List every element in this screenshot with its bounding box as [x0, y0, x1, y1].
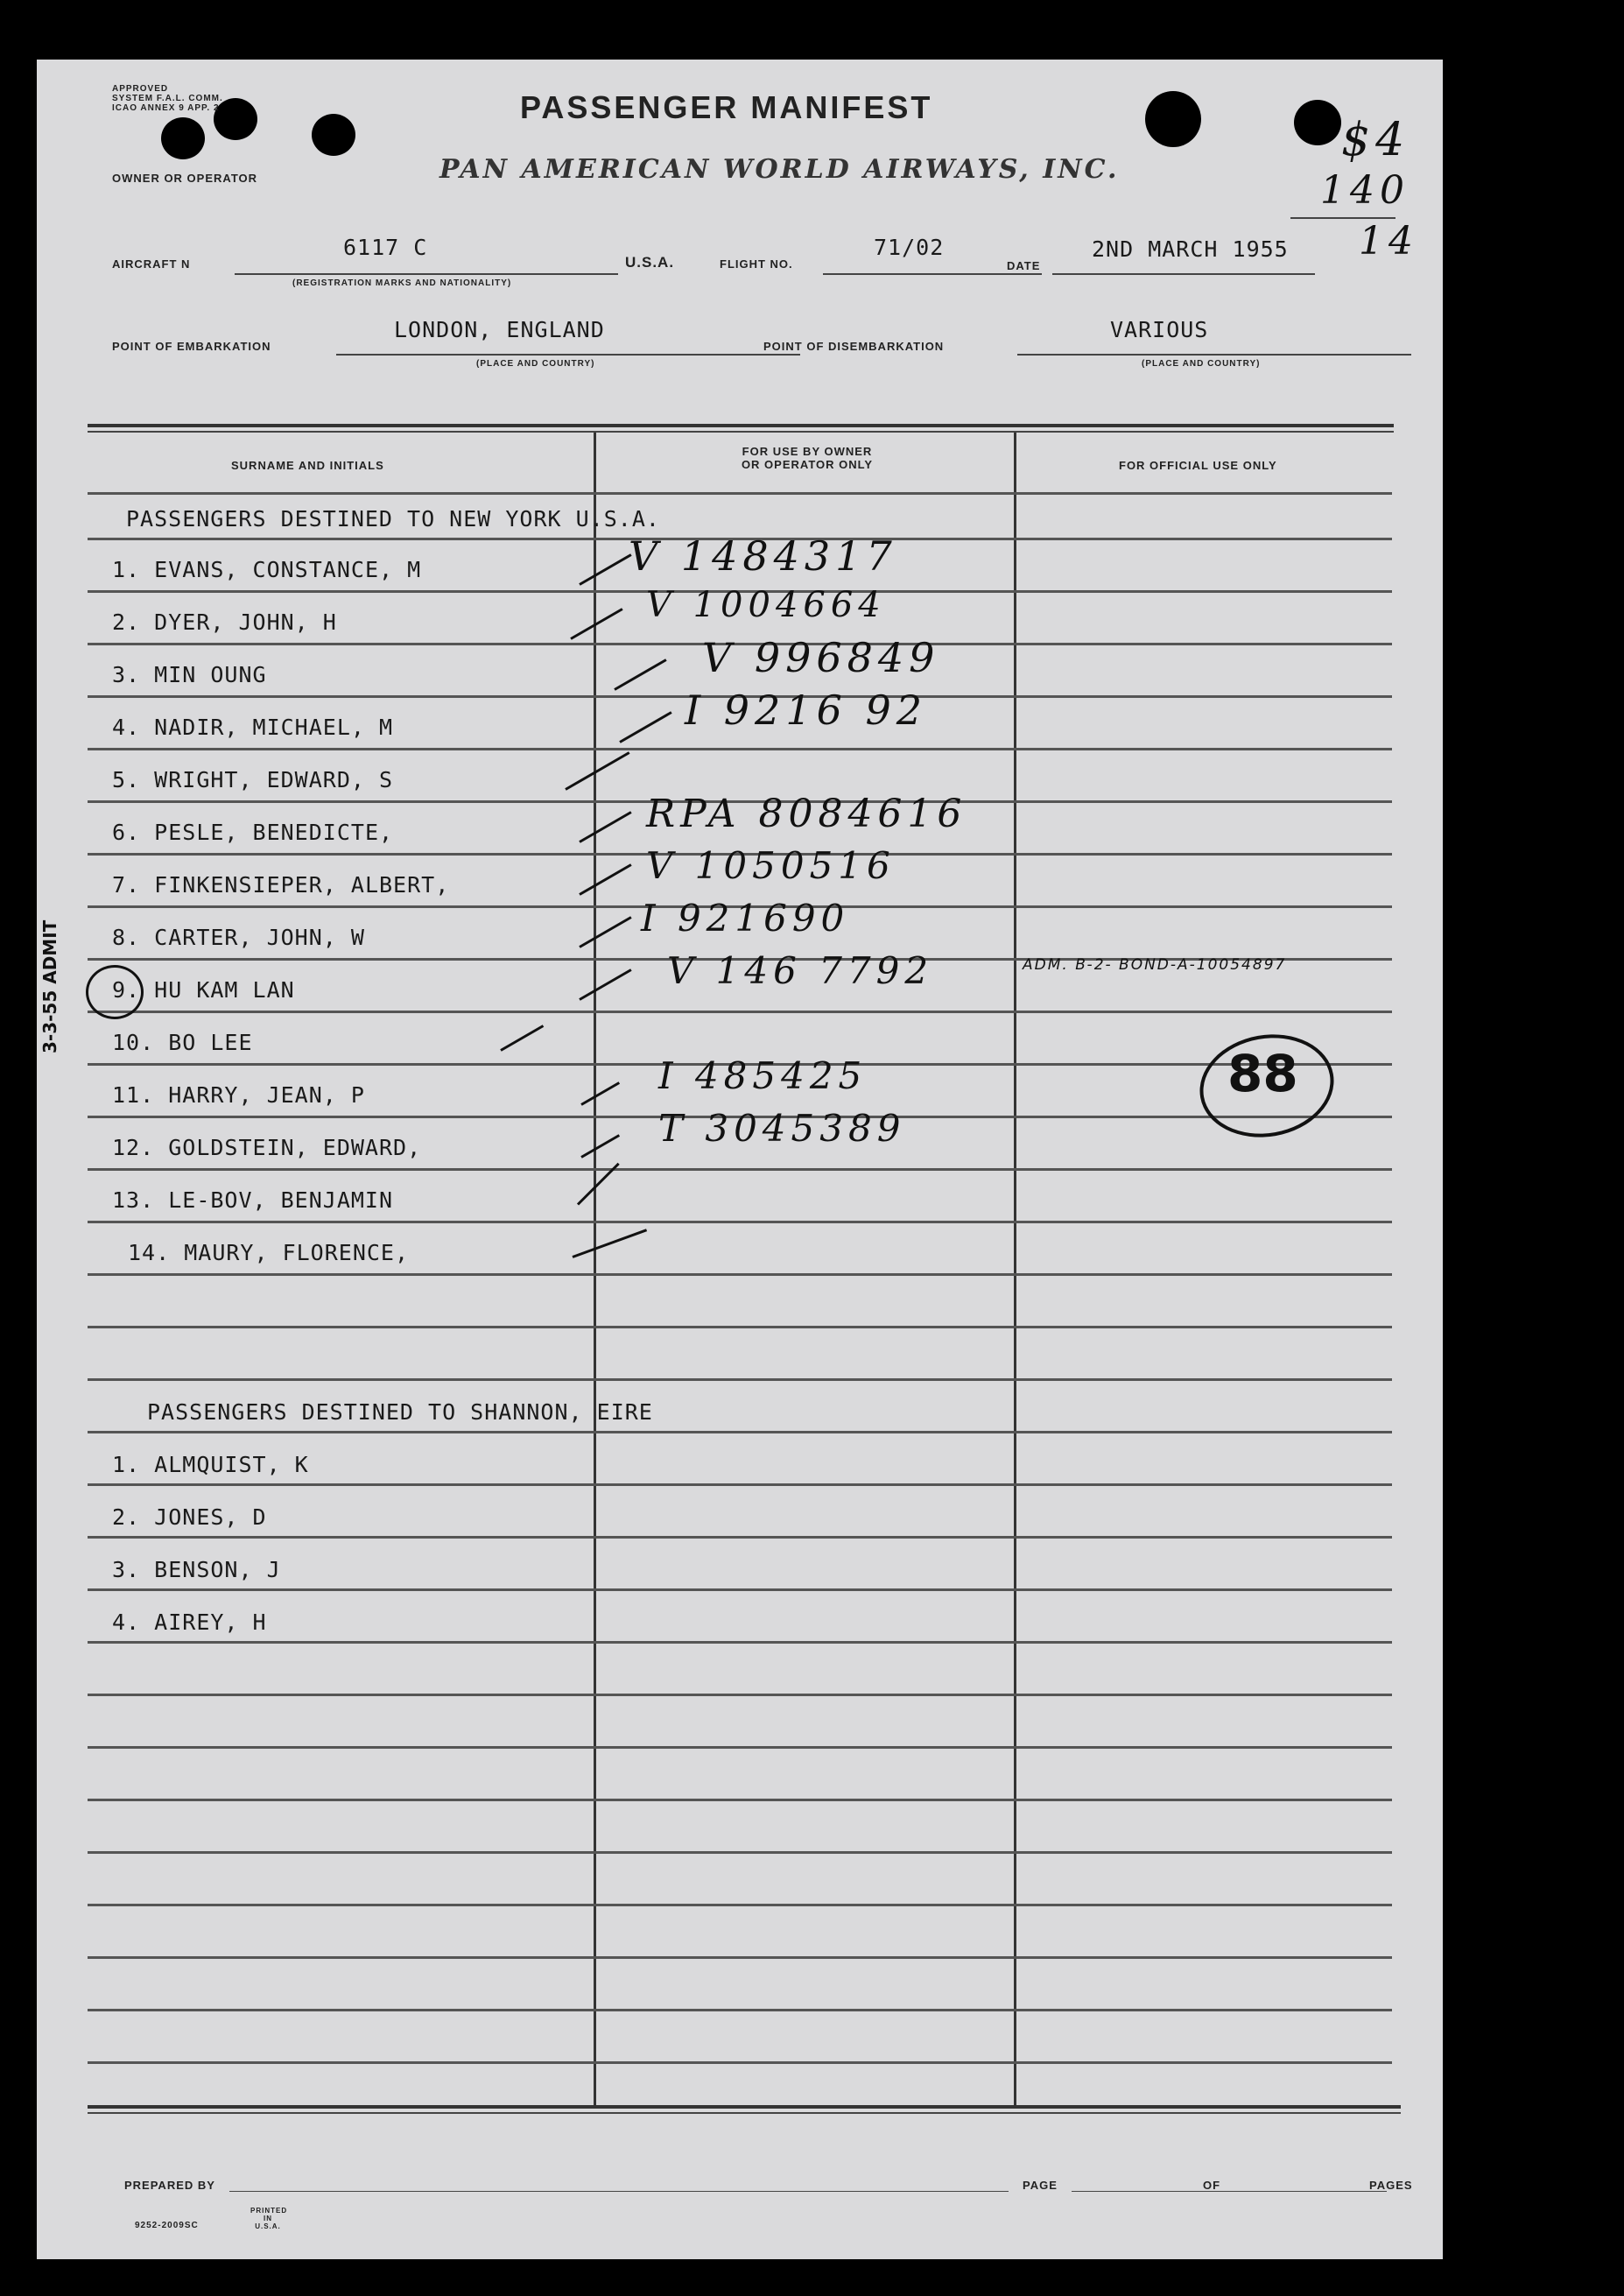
- registration-caption: (REGISTRATION MARKS AND NATIONALITY): [292, 278, 512, 288]
- table-row: [112, 1504, 267, 1530]
- approval-line: APPROVED: [112, 84, 169, 94]
- passenger-number: 2.: [112, 1504, 141, 1530]
- disembark-underline: [1017, 354, 1411, 356]
- corner-note: $4: [1341, 114, 1410, 166]
- row-rule: [88, 2009, 1392, 2011]
- embark-caption: (PLACE AND COUNTRY): [476, 359, 595, 369]
- handwritten-visa: I 9216 92: [685, 687, 928, 734]
- passenger-name: FINKENSIEPER, ALBERT,: [154, 872, 450, 898]
- passenger-number: 3.: [112, 662, 141, 687]
- passenger-name: LE-BOV, BENJAMIN: [168, 1187, 394, 1213]
- flight-label: FLIGHT NO.: [720, 257, 793, 271]
- row-rule: [88, 1011, 1392, 1013]
- date-label: DATE: [1007, 259, 1041, 272]
- table-row: [112, 1557, 281, 1582]
- row-rule: [88, 1694, 1392, 1696]
- table-row: [112, 767, 393, 792]
- passenger-number: 4.: [112, 1609, 141, 1635]
- row-rule: [88, 1273, 1392, 1276]
- approval-block: [112, 84, 223, 113]
- punch-hole: [161, 117, 205, 159]
- passenger-number: 14.: [128, 1240, 171, 1265]
- punch-hole: [1294, 100, 1341, 145]
- aircraft-value: 6117 C: [343, 235, 428, 260]
- passenger-number: 7.: [112, 872, 141, 898]
- col-header-surname: SURNAME AND INITIALS: [231, 459, 384, 472]
- table-row: [112, 1452, 309, 1477]
- aircraft-label: AIRCRAFT N: [112, 257, 191, 271]
- table-row: [112, 925, 365, 950]
- passenger-number: 8.: [112, 925, 141, 950]
- handwritten-visa: I 921690: [641, 897, 850, 940]
- prepared-label: PREPARED BY: [124, 2179, 215, 2192]
- table-bottom-border: [88, 2105, 1401, 2109]
- check-mark: [619, 711, 671, 743]
- table-row: [112, 1609, 267, 1635]
- col-header-official: FOR OFFICIAL USE ONLY: [1119, 459, 1277, 472]
- check-mark: [580, 1081, 620, 1106]
- row-rule: [88, 1378, 1392, 1381]
- punch-hole: [312, 114, 355, 156]
- flight-value: 71/02: [874, 235, 945, 260]
- circled-row-number: [86, 965, 144, 1019]
- row-rule: [88, 1904, 1392, 1906]
- usa-label: U.S.A.: [625, 254, 675, 271]
- handwritten-visa: V 996849: [702, 634, 940, 681]
- printed-label: PRINTED IN U.S.A.: [250, 2207, 288, 2230]
- passenger-number: 5.: [112, 767, 141, 792]
- row-rule: [88, 748, 1392, 750]
- row-rule: [88, 1746, 1392, 1749]
- check-mark: [579, 811, 631, 843]
- check-mark: [579, 916, 631, 948]
- table-row: [112, 872, 449, 898]
- section-heading: PASSENGERS DESTINED TO SHANNON, EIRE: [147, 1399, 653, 1425]
- form-number: 9252-2009SC: [135, 2221, 199, 2230]
- table-top-border: [88, 431, 1394, 433]
- disembark-label: POINT OF DISEMBARKATION: [763, 340, 945, 353]
- section-heading: PASSENGERS DESTINED TO NEW YORK U.S.A.: [126, 506, 660, 532]
- table-bottom-border: [88, 2112, 1401, 2114]
- passenger-name: PESLE, BENEDICTE,: [154, 820, 394, 845]
- col-header-owner-line: FOR USE BY OWNER: [742, 445, 873, 458]
- row-rule: [88, 1536, 1392, 1539]
- passenger-number: 1.: [112, 557, 141, 582]
- date-value: 2ND MARCH 1955: [1092, 236, 1289, 262]
- pages-label: PAGES: [1369, 2179, 1413, 2192]
- table-row: [112, 1030, 253, 1055]
- check-mark: [570, 608, 622, 640]
- disembark-caption: (PLACE AND COUNTRY): [1142, 359, 1261, 369]
- manifest-page: [37, 60, 1443, 2259]
- date-underline: [1052, 273, 1315, 275]
- handwritten-visa: V 1484317: [629, 532, 897, 580]
- owner-label: OWNER OR OPERATOR: [112, 172, 258, 185]
- passenger-name: NADIR, MICHAEL, M: [154, 715, 394, 740]
- official-note: ADM. B-2- BOND-A-10054897: [1023, 956, 1287, 974]
- column-divider: [1014, 433, 1016, 2105]
- table-row: [112, 1135, 421, 1160]
- row-rule: [88, 1851, 1392, 1854]
- row-rule: [88, 1221, 1392, 1223]
- row-rule: [88, 1956, 1392, 1959]
- passenger-name: MAURY, FLORENCE,: [184, 1240, 410, 1265]
- airline-name: PAN AMERICAN WORLD AIRWAYS, INC.: [439, 154, 1120, 185]
- of-underline: [1229, 2191, 1387, 2192]
- row-rule: [88, 1588, 1392, 1591]
- of-label: OF: [1203, 2179, 1221, 2192]
- passenger-number: 9.: [112, 977, 141, 1003]
- passenger-name: ALMQUIST, K: [154, 1452, 309, 1477]
- handwritten-visa: T 3045389: [658, 1107, 906, 1150]
- row-rule: [88, 2061, 1392, 2064]
- row-rule: [88, 1431, 1392, 1433]
- aircraft-underline: [235, 273, 618, 275]
- disembark-value: VARIOUS: [1110, 317, 1209, 342]
- handwritten-visa: RPA 8084616: [646, 792, 967, 836]
- approval-line: SYSTEM F.A.L. COMM.: [112, 94, 223, 103]
- passenger-name: WRIGHT, EDWARD, S: [154, 767, 394, 792]
- table-row: [128, 1240, 409, 1265]
- passenger-name: AIREY, H: [154, 1609, 267, 1635]
- passenger-number: 11.: [112, 1082, 155, 1108]
- passenger-number: 12.: [112, 1135, 155, 1160]
- handwritten-visa: V 1004664: [646, 585, 886, 625]
- row-rule: [88, 1483, 1392, 1486]
- check-mark: [565, 751, 629, 791]
- handwritten-visa: V 1050516: [646, 844, 896, 887]
- check-mark: [579, 968, 631, 1001]
- row-rule: [88, 492, 1392, 495]
- embark-label: POINT OF EMBARKATION: [112, 340, 271, 353]
- passenger-number: 1.: [112, 1452, 141, 1477]
- passenger-name: HARRY, JEAN, P: [168, 1082, 365, 1108]
- row-rule: [88, 1168, 1392, 1171]
- page-title: PASSENGER MANIFEST: [520, 89, 933, 125]
- passenger-number: 4.: [112, 715, 141, 740]
- col-header-owner-line: OR OPERATOR ONLY: [741, 458, 874, 471]
- table-row: [112, 820, 393, 845]
- passenger-number: 6.: [112, 820, 141, 845]
- embark-underline: [336, 354, 800, 356]
- passenger-number: 10.: [112, 1030, 155, 1055]
- punch-hole: [1145, 91, 1201, 147]
- table-top-border: [88, 424, 1394, 427]
- check-mark: [580, 1134, 620, 1159]
- passenger-number: 2.: [112, 609, 141, 635]
- check-mark: [614, 659, 666, 691]
- passenger-name: DYER, JOHN, H: [154, 609, 337, 635]
- row-rule: [88, 1326, 1392, 1328]
- col-header-owner: [711, 445, 903, 471]
- row-rule: [88, 1641, 1392, 1644]
- passenger-name: JONES, D: [154, 1504, 267, 1530]
- circled-number: 88: [1227, 1044, 1298, 1103]
- passenger-name: BO LEE: [168, 1030, 253, 1055]
- corner-note: 140: [1320, 168, 1410, 213]
- approval-line: ICAO ANNEX 9 APP. 2: [112, 103, 220, 113]
- embark-value: LONDON, ENGLAND: [394, 317, 605, 342]
- table-row: [112, 557, 421, 582]
- table-row: [112, 662, 267, 687]
- row-rule: [88, 1799, 1392, 1801]
- column-divider: [594, 433, 596, 2105]
- flight-underline: [823, 273, 1042, 275]
- passenger-number: 3.: [112, 1557, 141, 1582]
- check-mark: [500, 1025, 544, 1052]
- handwritten-visa: I 485425: [658, 1054, 868, 1097]
- passenger-name: CARTER, JOHN, W: [154, 925, 365, 950]
- page-label: PAGE: [1023, 2179, 1058, 2192]
- table-row: [112, 715, 393, 740]
- prepared-underline: [229, 2191, 1009, 2192]
- table-row: [112, 609, 337, 635]
- passenger-name: BENSON, J: [154, 1557, 281, 1582]
- passenger-number: 13.: [112, 1187, 155, 1213]
- passenger-name: EVANS, CONSTANCE, M: [154, 557, 422, 582]
- check-mark: [579, 553, 631, 586]
- margin-note: 3-3-55 ADMIT: [39, 919, 60, 1053]
- handwritten-visa: V 146 7792: [667, 949, 934, 992]
- passenger-name: MIN OUNG: [154, 662, 267, 687]
- check-mark: [572, 1229, 647, 1258]
- passenger-name: HU KAM LAN: [154, 977, 295, 1003]
- corner-note: 14: [1359, 219, 1418, 264]
- passenger-name: GOLDSTEIN, EDWARD,: [168, 1135, 422, 1160]
- table-row: [112, 1082, 365, 1108]
- table-row: [112, 1187, 393, 1213]
- check-mark: [579, 863, 631, 896]
